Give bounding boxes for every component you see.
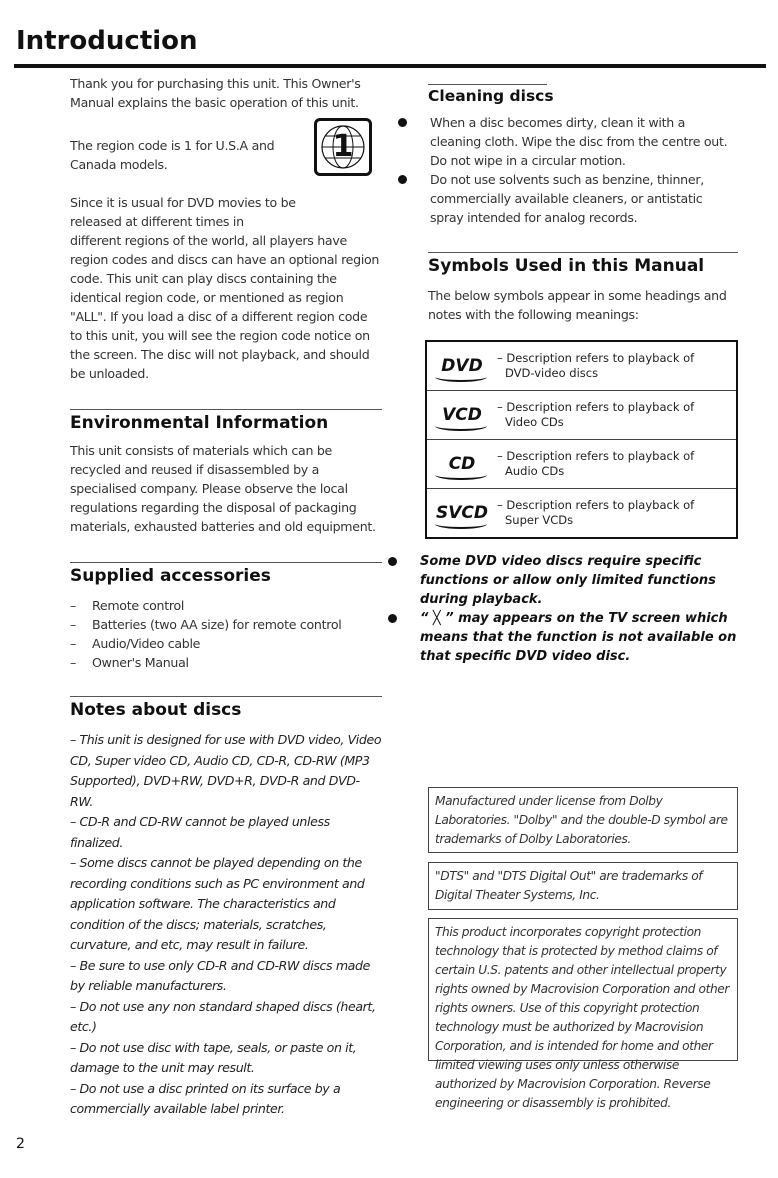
- section-rule: [428, 252, 738, 253]
- symbol-row-vcd: [427, 391, 736, 440]
- vcd-logo-icon: VCD: [427, 405, 497, 425]
- symbol-description: Super VCDs: [505, 513, 574, 527]
- symbol-description: – Description refers to playback of: [497, 449, 695, 463]
- list-item: – Remote control: [70, 596, 382, 615]
- region-paragraph: The region code is 1 for U.S.A and Canada models.: [70, 138, 275, 172]
- section-rule: [70, 562, 382, 563]
- svcd-logo-icon: SVCD: [427, 503, 497, 523]
- notes-heading: Notes about discs: [70, 700, 242, 720]
- region-code-globe-icon: [314, 118, 372, 176]
- cleaning-list: [406, 113, 736, 227]
- list-item: – Do not use any non standard shaped discs (heart, etc.): [70, 998, 376, 1034]
- cd-logo-icon: CD: [427, 454, 497, 474]
- accessories-list: [70, 596, 382, 672]
- symbol-row-svcd: [427, 489, 736, 537]
- symbol-description: Audio CDs: [505, 464, 565, 478]
- list-item: – Audio/Video cable: [70, 634, 382, 653]
- dvd-logo-icon: DVD: [427, 356, 497, 376]
- region-paragraph-start: Since it is usual for DVD movies to be released at different times in: [70, 195, 296, 229]
- environmental-heading: Environmental Information: [70, 413, 329, 433]
- symbols-heading: Symbols Used in this Manual: [428, 256, 705, 276]
- list-item: – Do not use a disc printed on its surface by a commercially available label printer.: [70, 1080, 341, 1116]
- list-item: – CD-R and CD-RW cannot be played unless finalized.: [70, 814, 330, 850]
- dts-notice: "DTS" and "DTS Digital Out" are trademarks of Digital Theater Systems, Inc.: [428, 862, 738, 910]
- symbols-table: [425, 340, 738, 539]
- cleaning-heading: Cleaning discs: [428, 87, 554, 105]
- symbols-intro: The below symbols appear in some headings and notes with the following meanings:: [428, 288, 727, 322]
- symbol-description: Video CDs: [505, 415, 564, 429]
- dolby-notice: Manufactured under license from Dolby Laboratories. "Dolby" and the double-D symbol are trademarks of Dolby Laboratories.: [428, 787, 738, 853]
- notes-list: [70, 730, 382, 1120]
- list-item: Do not use solvents such as benzine, thinner, commercially available cleaners, or antistatic spray intended for analog records.: [406, 170, 736, 227]
- region-paragraph-rest: different regions of the world, all players have region codes and discs can have an optional region code. This unit can play discs containing the identical region code, or mentioned as region "ALL". If you load a disc of a different region code to this unit, you will see the region code notice on the screen. The disc will not playback, and should be unloaded.: [70, 233, 380, 381]
- symbol-description: – Description refers to playback of: [497, 400, 695, 414]
- symbols-notes: [410, 552, 740, 666]
- environmental-body: This unit consists of materials which can be recycled and reused if disassembled by a specialised company. Please observe the local regulations regarding the disposal of packaging materials, exhausted batteries and old equipment.: [70, 443, 376, 534]
- symbol-description: DVD-video discs: [505, 366, 599, 380]
- section-rule: [428, 84, 547, 85]
- list-item: – Owner's Manual: [70, 653, 382, 672]
- list-item: – This unit is designed for use with DVD video, Video CD, Super video CD, Audio CD, CD-R, CD-RW (MP3 Supported), DVD+RW, DVD+R, DVD-R and DVD-RW.: [70, 732, 382, 809]
- intro-paragraph: Thank you for purchasing this unit. This Owner's Manual explains the basic operation of this unit.: [70, 76, 361, 110]
- list-item: “ ╳ ” may appears on the TV screen which means that the function is not available on that specific DVD video disc.: [396, 609, 740, 666]
- section-rule: [70, 696, 382, 697]
- page-number: 2: [16, 1136, 25, 1152]
- page-title: Introduction: [16, 26, 198, 56]
- list-item: – Batteries (two AA size) for remote control: [70, 615, 382, 634]
- list-item: – Some discs cannot be played depending on the recording conditions such as PC environment and application software. The characteristics and condition of the discs; materials, scratches, curvature, and etc, may result in failure.: [70, 855, 365, 952]
- section-rule: [70, 409, 382, 410]
- title-rule: [14, 64, 766, 68]
- symbol-description: – Description refers to playback of: [497, 351, 695, 365]
- symbol-row-cd: [427, 440, 736, 489]
- macrovision-notice: This product incorporates copyright protection technology that is protected by method claims of certain U.S. patents and other intellectual property rights owned by Macrovision Corporation and other rights owners. Use of this copyright protection technology must be authorized by Macrovision Corporation, and is intended for home and other limited viewing uses only unless otherwise authorized by Macrovision Corporation. Reverse engineering or disassembly is prohibited.: [428, 918, 738, 1061]
- symbol-row-dvd: [427, 342, 736, 391]
- list-item: Some DVD video discs require specific functions or allow only limited functions during playback.: [396, 552, 740, 609]
- list-item: – Be sure to use only CD-R and CD-RW discs made by reliable manufacturers.: [70, 957, 370, 993]
- list-item: – Do not use disc with tape, seals, or paste on it, damage to the unit may result.: [70, 1039, 357, 1075]
- list-item: When a disc becomes dirty, clean it with a cleaning cloth. Wipe the disc from the centre out. Do not wipe in a circular motion.: [406, 113, 736, 170]
- accessories-heading: Supplied accessories: [70, 566, 271, 586]
- symbol-description: – Description refers to playback of: [497, 498, 695, 512]
- region-code-number: 1: [332, 129, 354, 164]
